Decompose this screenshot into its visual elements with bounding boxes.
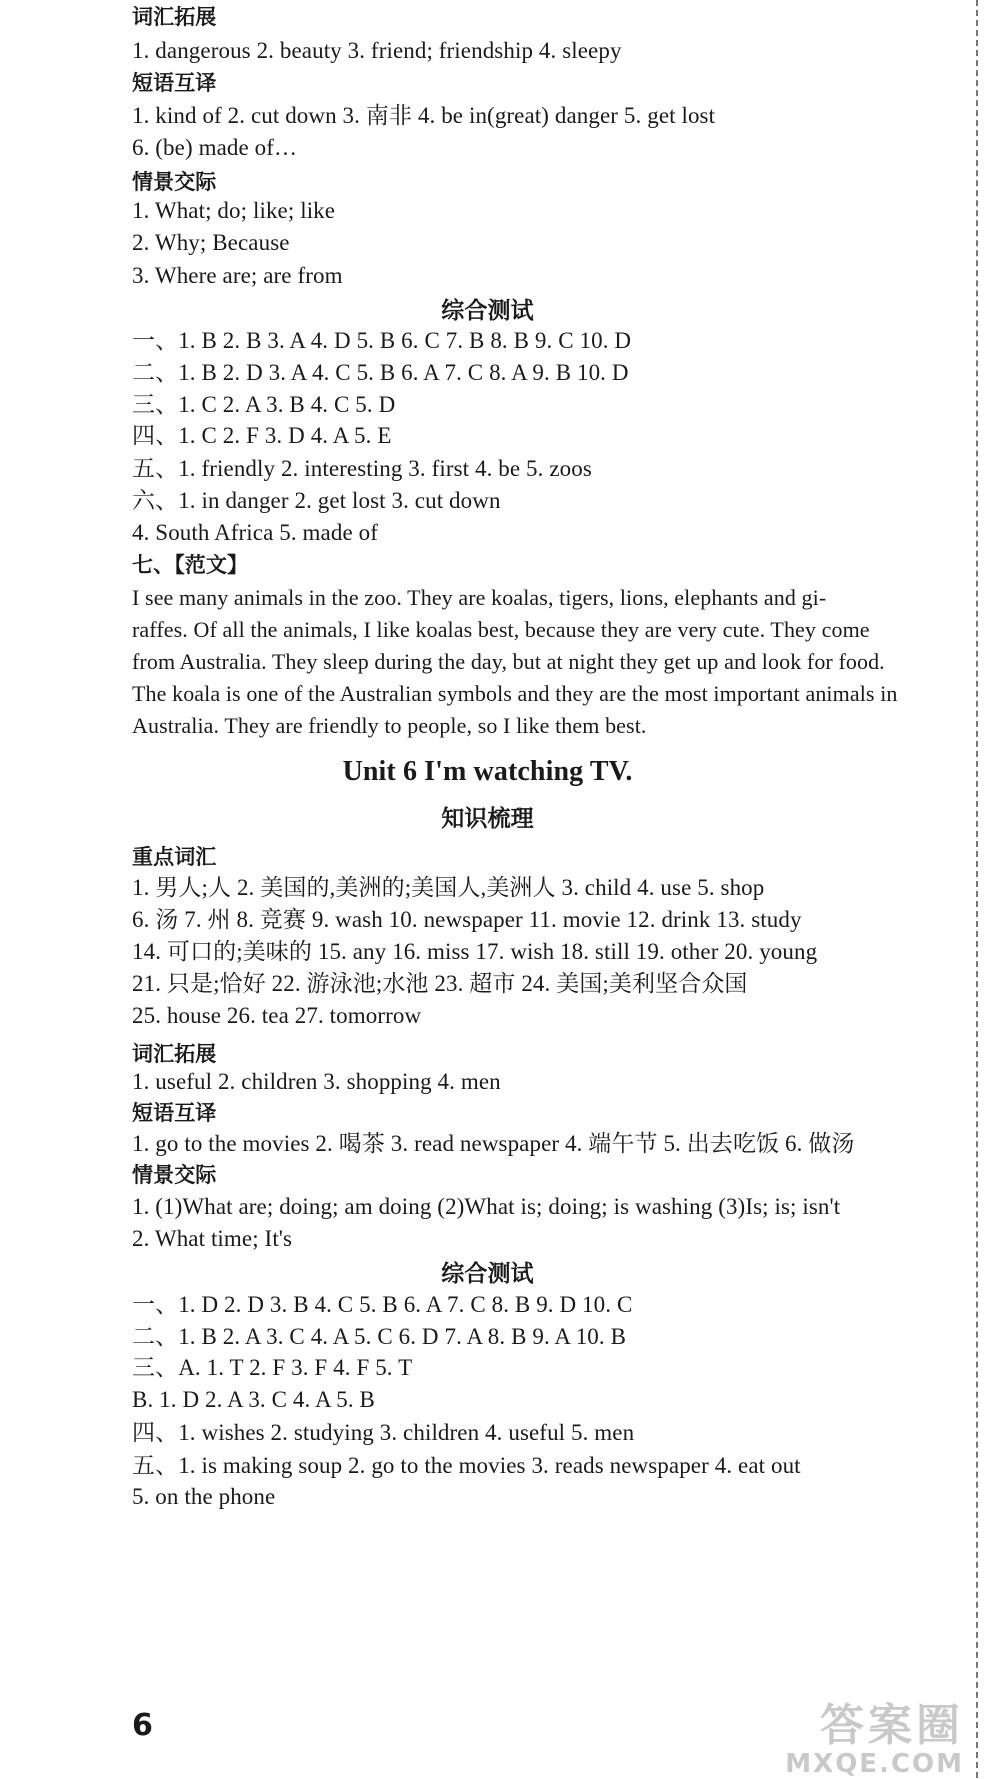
test2-part2: 二、1. B 2. A 3. C 4. A 5. C 6. D 7. A 8. B 9. A 10. B <box>132 1324 627 1349</box>
vocab-ext-answers-2: 1. useful 2. children 3. shopping 4. men <box>132 1069 501 1094</box>
vocab-ext-heading-2: 词汇拓展 <box>132 1042 217 1066</box>
test1-part2: 二、1. B 2. D 3. A 4. C 5. B 6. A 7. C 8. A 9. B 10. D <box>132 360 629 385</box>
key-vocab-heading: 重点词汇 <box>132 845 217 869</box>
essay-line-1: I see many animals in the zoo. They are koalas, tigers, lions, elephants and gi- <box>132 585 827 610</box>
test-title-1: 综合测试 <box>441 298 534 324</box>
test2-part3a: 三、A. 1. T 2. F 3. F 4. F 5. T <box>132 1355 413 1380</box>
phrase-answers-2: 1. go to the movies 2. 喝茶 3. read newspaper 4. 端午节 5. 出去吃饭 6. 做汤 <box>132 1131 855 1156</box>
dialog-answers-1c: 3. Where are; are from <box>132 263 343 288</box>
dialog-answers-1b: 2. Why; Because <box>132 230 290 255</box>
test2-part1: 一、1. D 2. D 3. B 4. C 5. B 6. A 7. C 8. B 9. D 10. C <box>132 1292 633 1317</box>
test-title-2: 综合测试 <box>441 1261 534 1287</box>
binding-dashed-rule <box>976 0 978 1778</box>
watermark-logo: 答案圈 <box>820 1700 964 1751</box>
dialog-heading-2: 情景交际 <box>132 1163 217 1187</box>
watermark-site: MXQE.COM <box>785 1749 964 1779</box>
dialog-answers-1a: 1. What; do; like; like <box>132 198 336 223</box>
test1-part1: 一、1. B 2. B 3. A 4. D 5. B 6. C 7. B 8. B 9. C 10. D <box>132 328 632 353</box>
test2-part5b: 5. on the phone <box>132 1484 276 1509</box>
phrase-answers-1b: 6. (be) made of… <box>132 135 298 160</box>
site-watermark <box>785 1702 964 1778</box>
essay-line-5: Australia. They are friendly to people, so I like them best. <box>132 713 647 738</box>
essay-line-4: The koala is one of the Australian symbols and they are the most important animals in <box>132 681 898 706</box>
key-vocab-2: 6. 汤 7. 州 8. 竞赛 9. wash 10. newspaper 11. movie 12. drink 13. study <box>132 907 802 932</box>
vocab-ext-answers-1: 1. dangerous 2. beauty 3. friend; friendship 4. sleepy <box>132 38 622 63</box>
page-number: 6 <box>132 1708 153 1743</box>
key-vocab-5: 25. house 26. tea 27. tomorrow <box>132 1003 422 1028</box>
test1-part7: 七、【范文】 <box>132 553 249 577</box>
dialog-heading-1: 情景交际 <box>132 170 217 194</box>
phrase-heading-2: 短语互译 <box>132 1101 217 1125</box>
knowledge-title: 知识梳理 <box>441 806 534 832</box>
essay-line-3: from Australia. They sleep during the day, but at night they get up and look for food. <box>132 649 885 674</box>
dialog-answers-2a: 1. (1)What are; doing; am doing (2)What is; doing; is washing (3)Is; is; isn't <box>132 1194 841 1219</box>
unit-title: Unit 6 I'm watching TV. <box>342 756 633 787</box>
phrase-answers-1a: 1. kind of 2. cut down 3. 南非 4. be in(great) danger 5. get lost <box>132 103 716 128</box>
test1-part3: 三、1. C 2. A 3. B 4. C 5. D <box>132 392 396 417</box>
test2-part3b: B. 1. D 2. A 3. C 4. A 5. B <box>132 1387 375 1412</box>
key-vocab-4: 21. 只是;恰好 22. 游泳池;水池 23. 超市 24. 美国;美利坚合众国 <box>132 971 748 996</box>
test1-part6b: 4. South Africa 5. made of <box>132 520 378 545</box>
test1-part5: 五、1. friendly 2. interesting 3. first 4. be 5. zoos <box>132 456 592 481</box>
essay-line-2: raffes. Of all the animals, I like koalas best, because they are very cute. They come <box>132 617 870 642</box>
test1-part4: 四、1. C 2. F 3. D 4. A 5. E <box>132 423 392 448</box>
test2-part4: 四、1. wishes 2. studying 3. children 4. useful 5. men <box>132 1420 635 1445</box>
key-vocab-3: 14. 可口的;美味的 15. any 16. miss 17. wish 18. still 19. other 20. young <box>132 939 818 964</box>
key-vocab-1: 1. 男人;人 2. 美国的,美洲的;美国人,美洲人 3. child 4. use 5. shop <box>132 875 765 900</box>
test2-part5a: 五、1. is making soup 2. go to the movies 3. reads newspaper 4. eat out <box>132 1453 801 1478</box>
vocab-ext-heading-1: 词汇拓展 <box>132 5 217 29</box>
test1-part6a: 六、1. in danger 2. get lost 3. cut down <box>132 488 501 513</box>
phrase-heading-1: 短语互译 <box>132 71 217 95</box>
dialog-answers-2b: 2. What time; It's <box>132 1226 293 1251</box>
